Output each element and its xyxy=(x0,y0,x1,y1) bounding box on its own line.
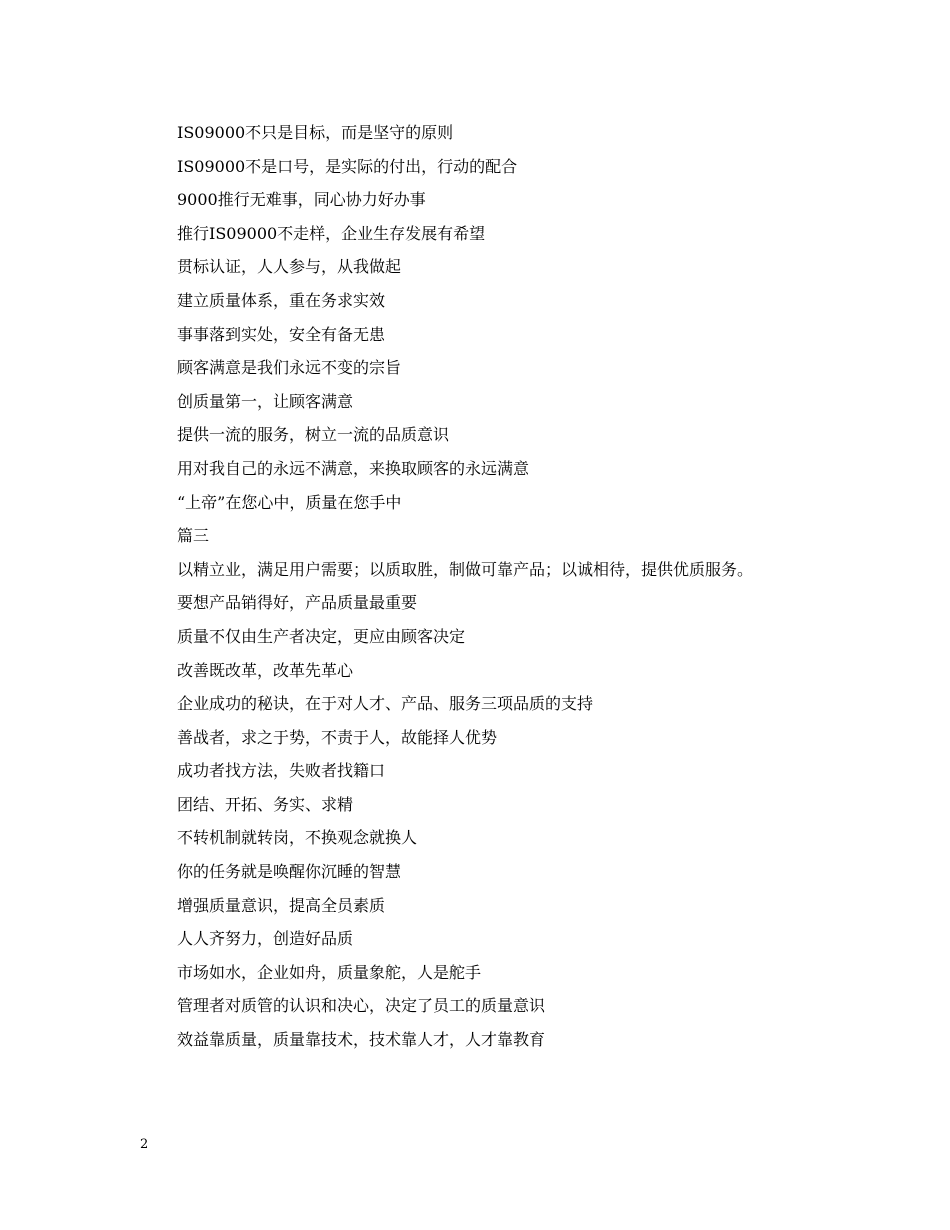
text-line: 9000推行无难事，同心协力好办事 xyxy=(177,190,426,210)
text-line: 提供一流的服务，树立一流的品质意识 xyxy=(177,425,450,445)
text-line: 顾客满意是我们永远不变的宗旨 xyxy=(177,358,402,378)
text-line: 创质量第一，让顾客满意 xyxy=(177,391,354,411)
paragraph: 以精立业，满足用户需要；以质取胜，制做可靠产品；以诚相待，提供优质服务。 xyxy=(177,559,754,579)
text-line: 用对我自己的永远不满意，来换取顾客的永远满意 xyxy=(177,458,530,478)
text-line: 团结、开拓、务实、求精 xyxy=(177,794,354,814)
text-line: 企业成功的秘诀，在于对人才、产品、服务三项品质的支持 xyxy=(177,694,594,714)
text-line: “上帝”在您心中，质量在您手中 xyxy=(177,492,402,512)
text-line: 质量不仅由生产者决定，更应由顾客决定 xyxy=(177,626,466,646)
text-line: 成功者找方法，失败者找籍口 xyxy=(177,761,386,781)
text-line: 增强质量意识，提高全员素质 xyxy=(177,895,386,915)
text-line: IS09000不只是目标，而是坚守的原则 xyxy=(177,123,454,142)
text-line: IS09000不是口号，是实际的付出，行动的配合 xyxy=(177,156,518,176)
text-line: 要想产品销得好，产品质量最重要 xyxy=(177,593,418,613)
text-line: 建立质量体系，重在务求实效 xyxy=(177,290,386,310)
text-line: 市场如水，企业如舟，质量象舵，人是舵手 xyxy=(177,962,482,982)
text-line: 效益靠质量，质量靠技术，技术靠人才，人才靠教育 xyxy=(177,1030,546,1050)
page-number: 2 xyxy=(140,1137,149,1152)
text-line: 事事落到实处，安全有备无患 xyxy=(177,324,386,344)
text-line: 善战者，求之于势，不责于人，故能择人优势 xyxy=(177,727,498,747)
document-body xyxy=(140,116,820,1057)
text-line: 贯标认证，人人参与，从我做起 xyxy=(177,257,402,277)
text-line: 你的任务就是唤醒你沉睡的智慧 xyxy=(177,862,402,882)
text-line: 人人齐努力，创造好品质 xyxy=(177,929,354,949)
text-line: 不转机制就转岗，不换观念就换人 xyxy=(177,828,418,848)
text-line: 管理者对质管的认识和决心，决定了员工的质量意识 xyxy=(177,996,546,1016)
section-heading: 篇三 xyxy=(177,526,210,546)
text-line: 改善既改革，改革先革心 xyxy=(177,660,354,680)
text-line: 推行IS09000不走样，企业生存发展有希望 xyxy=(177,223,486,243)
